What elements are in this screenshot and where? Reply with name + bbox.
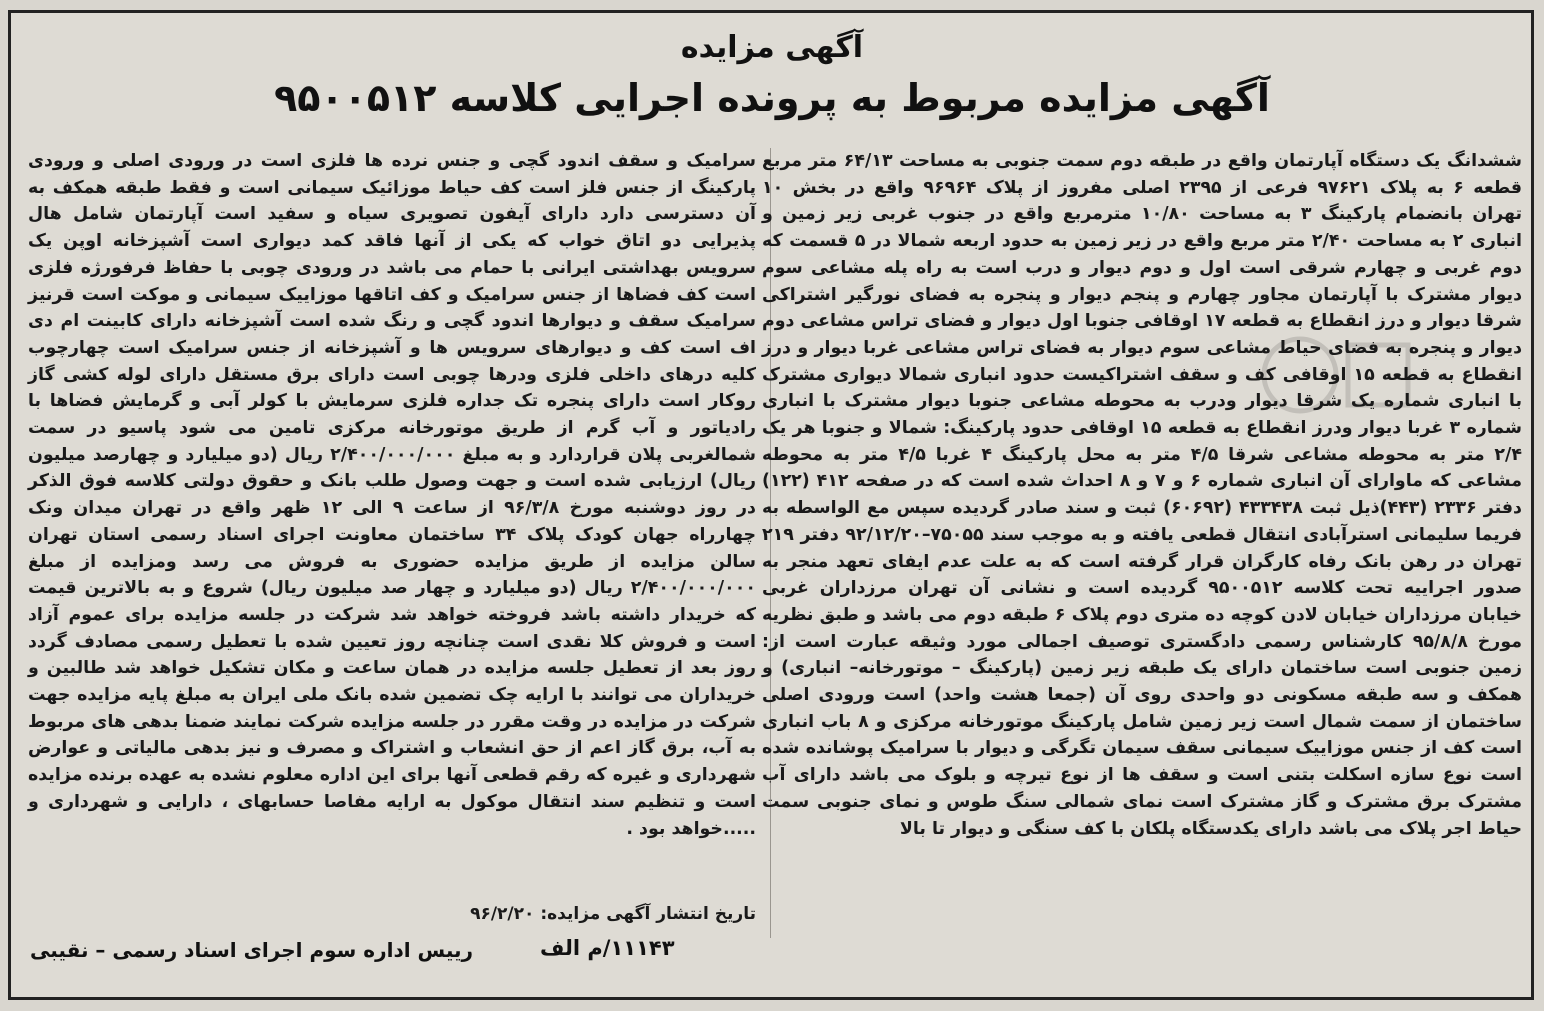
- notice-body-left-column: سرامیک و سقف اندود گچی و جنس نرده ها فلزی است در ورودی اصلی و ورودی پارکینگ از جنس فلز است کف حیاط موزائیک سیمانی است و فقط طبقه همکف به آن دسترسی دارد دارای آیفون تصویری سیاه و سفید است آپارتمان شامل هال پذیرایی دو اتاق خواب که یکی از آنها فاقد کمد دیواری است آشپزخانه اوپن یک سرویس بهداشتی ایرانی با حمام می باشد در ورودی چوبی با حفاظ فرفورژه فلزی است کف فضاها از جنس سرامیک و کف اتاقها موزاییک سیمانی و موکت است قرنیز سرامیک سقف و دیوارها اندود گچی و رنگ شده است آشپزخانه دارای کابینت ام دی اف است کف و دیوارهای سرویس ها و آشپزخانه از جنس سرامیک است چهارچوب کلیه درهای داخلی فلزی ودرها چوبی است دارای برق مستقل دارای لوله کشی گاز روکار است دارای پنجره تک جداره فلزی سرمایش با کولر آبی و گرمایش فضاها با رادیاتور و آب گرم از طریق موتورخانه مرکزی تامین می شود پاسیو در سمت شمالغربی پلان قراردارد و به مبلغ ۲/۴۰۰/۰۰۰/۰۰۰ ریال (دو میلیارد و چهارصد میلیون ریال) ارزیابی شده است و جهت وصول طلب بانک و حقوق دولتی کلاسه فوق الذکر در روز دوشنبه مورخ ۹۶/۳/۸ از ساعت ۹ الی ۱۲ ظهر واقع در تهران میدان ونک چهارراه جهان کودک پلاک ۳۴ ساختمان معاونت اجرای اسناد رسمی استان تهران سالن مزایده از طریق مزایده حضوری به فروش می رسد ومزایده از مبلغ ۲/۴۰۰/۰۰۰/۰۰۰ ریال (دو میلیارد و چهار صد میلیون ریال) شروع و به بالاترین قیمت که خریدار داشته باشد فروخته خواهد شد شرکت در جلسه مزایده برای عموم آزاد است و فروش کلا نقدی است چنانچه روز تعیین شده با تعطیل رسمی مصادف گردد روز بعد از تعطیل جلسه مزایده در همان ساعت و مکان تشکیل خواهد شد طالبین و خریداران می توانند با ارایه چک تضمین شده بانک ملی ایران به مبلغ پایه مزایده جهت شرکت در مزایده در وقت مقرر در جلسه مزایده شرکت نمایند ضمنا بدهی های مربوط به آب، برق گاز اعم از حق انشعاب و اشتراک و مصرف و نیز بدهی مالیاتی و عوارض شهرداری و غیره که رقم قطعی آنها برای این اداره معلوم نشده به عهده برنده مزایده است و تنظیم سند انتقال موکول به ارایه مفاصا حسابهای ، دارایی و شهرداری و .....خواهد بود .: [28, 151, 756, 839]
- notice-code: ۱۱۱۴۳/م الف: [540, 936, 675, 960]
- publish-date: تاریخ انتشار آگهی مزایده: ۹۶/۲/۲۰: [470, 904, 756, 924]
- notice-body-right-column: ششدانگ یک دستگاه آپارتمان واقع در طبقه دوم سمت جنوبی به مساحت ۶۴/۱۳ متر مربع قطعه ۶ به پلاک ۹۷۶۲۱ فرعی از ۲۳۹۵ اصلی مفروز از پلاک ۹۶۹۶۴ واقع در بخش ۱۰ تهران بانضمام پارکینگ ۳ به مساحت ۱۰/۸۰ مترمربع واقع در جنوب غربی زیر زمین و انباری ۲ به مساحت ۲/۴۰ متر مربع واقع در زیر زمین به حدود اربعه شمالا در ۵ قسمت که دوم غربی و چهارم شرقی است اول و دوم دیوار و درب است به راه پله مشاعی سوم دیوار مشترک با آپارتمان مجاور چهارم و پنجم دیوار و پنجره به فضای نورگیر اشتراکی شرقا دیوار و درز انقطاع به قطعه ۱۷ اوقافی جنوبا اول دیوار و فضای تراس مشاعی دوم دیوار و پنجره به فضای حیاط مشاعی سوم دیوار به فضای تراس مشاعی غربا دیوار و درز انقطاع به قطعه ۱۵ اوقافی کف و سقف اشتراکیست حدود انباری شمالا دیواری مشترک با انباری شماره یک شرقا دیوار ودرب به محوطه مشاعی جنوبا دیوار مشترک با انباری شماره ۳ غربا دیوار ودرز انقطاع به قطعه ۱۵ اوقافی حدود پارکینگ: شمالا و جنوبا هر یک ۲/۴ متر به محوطه مشاعی شرقا ۴/۵ متر به محل پارکینگ ۴ غربا ۴/۵ متر به محوطه مشاعی که ماوارای آن انباری شماره ۶ و ۷ و ۸ احداث شده است که در صفحه ۴۱۲ (۱۲۲) دفتر ۲۳۳۶ (۴۴۳)ذیل ثبت ۴۳۳۴۳۸ (۶۰۶۹۲) ثبت و سند صادر گردیده سپس مع الواسطه به فریما سلیمانی استرآبادی انتقال قطعی یافته و به موجب سند ۷۵۰۵۵–۹۲/۱۲/۲۰ دفتر ۲۱۹ تهران در رهن بانک رفاه کارگران قرار گرفته است که به علت عدم ایفای تعهد منجر به صدور اجراییه تحت کلاسه ۹۵۰۰۵۱۲ گردیده است و نشانی آن تهران مرزداران غربی خیابان مرزداران خیابان لادن کوچه ده متری دوم پلاک ۶ طبقه دوم می باشد و طبق نظریه مورخ ۹۵/۸/۸ کارشناس رسمی دادگستری توصیف اجمالی مورد وثیقه عبارت است از: زمین جنوبی است ساختمان دارای یک طبقه زیر زمین (پارکینگ – موتورخانه– انباری) و همکف و سه طبقه مسکونی دو واحدی روی آن (جمعا هشت واحد) است ورودی اصلی ساختمان از سمت شمال است زیر زمین شامل پارکینگ موتورخانه مرکزی و ۸ باب انباری است کف از جنس موزاییک سیمانی سقف سیمان تگرگی و دیوار با سرامیک پوشانده شده است نوع سازه اسکلت بتنی است و سقف ها از نوع تیرچه و بلوک می باشد دارای آب مشترک برق مشترک و گاز مشترک است نمای شمالی سنگ طوس و نمای جنوبی سمت حیاط اجر پلاک می باشد دارای یکدستگاه پلکان با کف سنگی و دیوار تا بالا: [762, 151, 1523, 839]
- signature-line: رییس اداره سوم اجرای اسناد رسمی – نقیبی: [30, 938, 474, 962]
- notice-title: آگهی مزایده: [680, 30, 864, 65]
- notice-subtitle: آگهی مزایده مربوط به پرونده اجرایی کلاسه ۹۵۰۰۵۱۲: [274, 76, 1270, 120]
